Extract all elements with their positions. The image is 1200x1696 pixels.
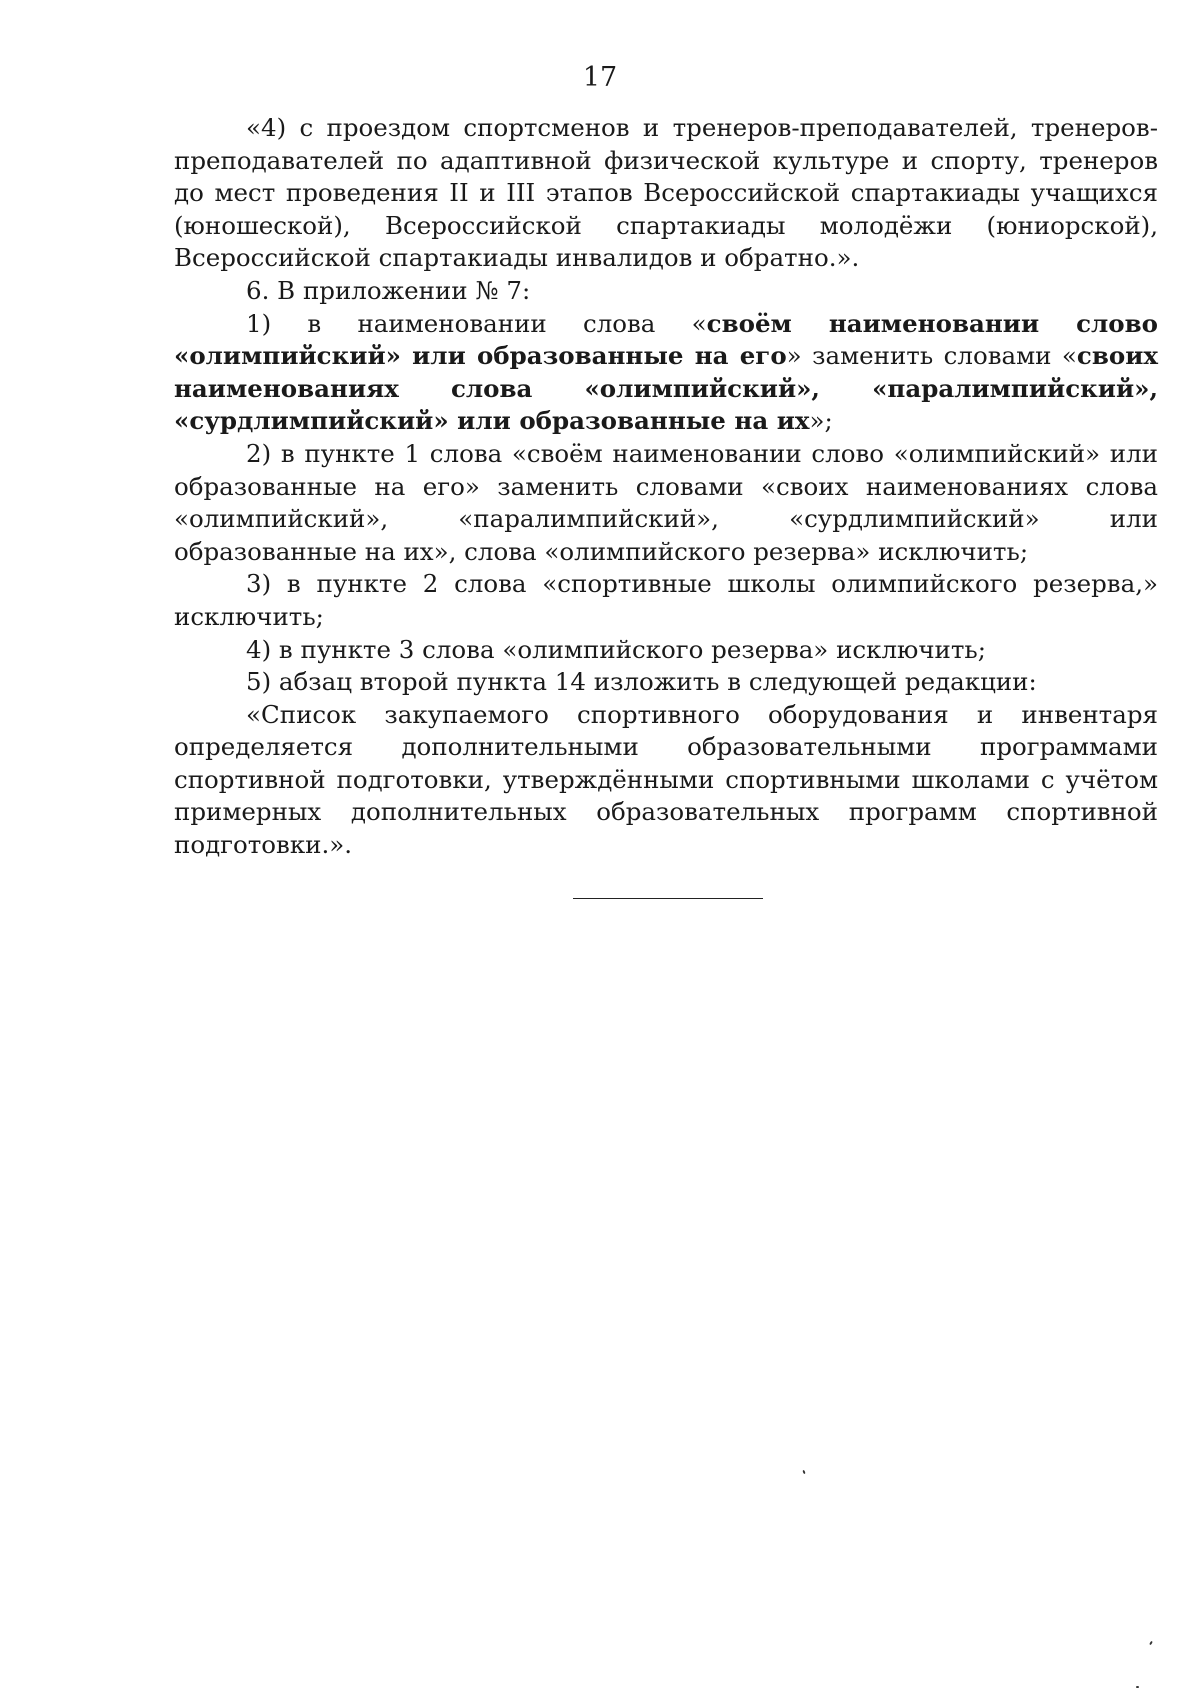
document-body <box>174 112 1158 862</box>
item-1-old-wording: своём наименовании слово «олимпийский» или образованные на его <box>174 308 1159 371</box>
end-of-text-rule <box>573 898 763 899</box>
item-1-text-end: »; <box>809 406 833 436</box>
scan-speck <box>802 1470 805 1474</box>
paragraph-appendix-7-heading: 6. В приложении № 7: <box>246 275 531 305</box>
item-1-text-start: 1) в наименовании слова « <box>246 308 707 338</box>
scan-speck <box>1149 1641 1153 1645</box>
paragraph-new-wording-quote: «Список закупаемого спортивного оборудования и инвентаря определяется дополнительными образовательными программами спортивной подготовки, утверждёнными спортивными школами с учётом примерных дополнительных образовательных программ спортивной подготовки.». <box>174 699 1158 860</box>
paragraph-item-3: 3) в пункте 2 слова «спортивные школы олимпийского резерва,» исключить; <box>174 569 1158 631</box>
paragraph-item-5: 5) абзац второй пункта 14 изложить в следующей редакции: <box>246 667 1037 697</box>
paragraph-item-4: 4) в пункте 3 слова «олимпийского резерва» исключить; <box>246 634 987 664</box>
item-1-text-middle: » заменить словами « <box>786 341 1077 371</box>
item-1-new-wording: своих наименованиях слова «олимпийский», «паралимпийский», «сурдлимпийский» или образованные на их <box>174 341 1158 436</box>
paragraph-item-2: 2) в пункте 1 слова «своём наименовании слово «олимпийский» или образованные на его» заменить словами «своих наименованиях слова «олимпийский», «паралимпийский», «сурдлимпийский» или образованные на их», слова «олимпийского резерва» исключить; <box>174 438 1158 566</box>
paragraph-transport-expenses: «4) с проездом спортсменов и тренеров-преподавателей, тренеров-преподавателей по адаптивной физической культуре и спорту, тренеров до мест проведения II и III этапов Всероссийской спартакиады учащихся (юношеской), Всероссийской спартакиады молодёжи (юниорской), Всероссийской спартакиады инвалидов и обратно.». <box>174 113 1158 273</box>
scan-speck <box>1136 1686 1139 1688</box>
paragraph-item-1-title-change <box>174 308 1158 438</box>
page-number: 17 <box>582 62 618 93</box>
